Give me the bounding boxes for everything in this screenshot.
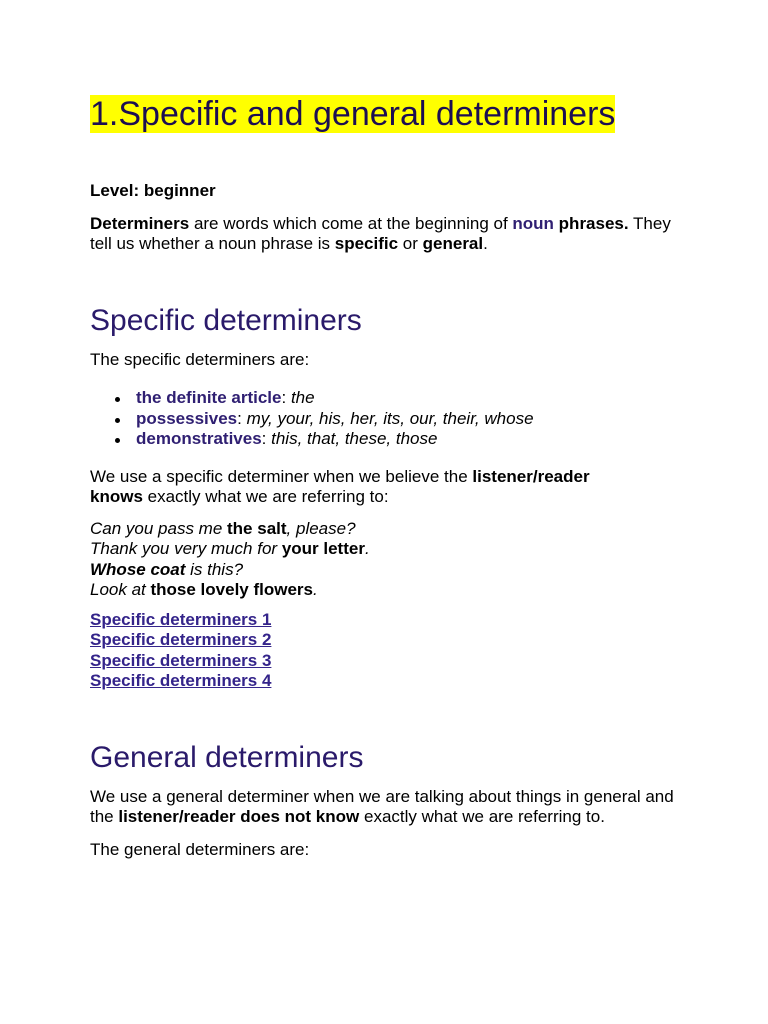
list-item-examples: this, that, these, those bbox=[271, 429, 438, 448]
example-sentence bbox=[90, 580, 370, 600]
section-heading-general: General determiners bbox=[90, 741, 364, 774]
usage-text: exactly what we are referring to: bbox=[142, 487, 389, 506]
usage-text: We use a specific determiner when we believe the bbox=[90, 467, 473, 486]
intro-text: are words which come at the beginning of bbox=[189, 214, 513, 233]
section-heading-specific: Specific determiners bbox=[90, 304, 362, 337]
level-label: Level: beginner bbox=[90, 181, 216, 200]
link-row bbox=[90, 630, 271, 650]
list-item-term: possessives bbox=[136, 408, 238, 428]
example-determiner: Whose coat bbox=[90, 559, 186, 579]
term-determiners: Determiners bbox=[90, 214, 190, 233]
intro-line bbox=[90, 214, 671, 234]
link-row bbox=[90, 651, 271, 671]
term-knows: knows bbox=[90, 487, 143, 506]
link-specific-determiners-2[interactable]: Specific determiners 2 bbox=[90, 630, 272, 650]
list-item-term: the definite article bbox=[136, 388, 282, 407]
usage-line bbox=[90, 467, 590, 487]
list-item-separator: : bbox=[237, 408, 247, 428]
bullet-dot bbox=[115, 438, 120, 443]
general-lead: The general determiners are: bbox=[90, 840, 310, 859]
example-text: , please? bbox=[286, 519, 356, 538]
example-determiner: your letter bbox=[281, 539, 365, 559]
example-text: is this? bbox=[185, 559, 244, 579]
term-phrases: phrases. bbox=[553, 214, 629, 233]
example-sentence bbox=[90, 560, 370, 580]
list-item-examples: the bbox=[290, 388, 315, 407]
list-item-separator: : bbox=[281, 388, 291, 407]
example-sentence bbox=[90, 539, 370, 559]
list-item-separator: : bbox=[261, 429, 272, 448]
usage-line bbox=[90, 807, 674, 827]
usage-line bbox=[90, 487, 590, 507]
list-item bbox=[90, 429, 534, 450]
example-sentences bbox=[90, 519, 370, 600]
intro-text: . bbox=[483, 234, 488, 253]
example-text: Thank you very much for bbox=[90, 539, 282, 559]
intro-text: tell us whether a noun phrase is bbox=[90, 234, 335, 253]
list-item bbox=[90, 388, 534, 409]
specific-determiners-list bbox=[90, 388, 534, 450]
term-listener-reader: listener/reader bbox=[472, 467, 590, 486]
usage-text: exactly what we are referring to. bbox=[359, 807, 605, 826]
example-text: . bbox=[364, 539, 370, 559]
general-usage-paragraph bbox=[90, 787, 674, 827]
specific-lead: The specific determiners are: bbox=[90, 350, 310, 369]
link-row bbox=[90, 610, 271, 630]
example-sentence bbox=[90, 519, 370, 539]
example-determiner: those lovely flowers bbox=[150, 579, 313, 599]
exercise-links bbox=[90, 610, 271, 691]
link-specific-determiners-4[interactable]: Specific determiners 4 bbox=[90, 670, 272, 690]
term-general: general bbox=[422, 234, 484, 253]
intro-text: They bbox=[628, 214, 671, 233]
usage-text: the bbox=[90, 807, 119, 826]
usage-line bbox=[90, 787, 674, 807]
link-row bbox=[90, 671, 271, 691]
list-item-examples: my, your, his, her, its, our, their, whose bbox=[246, 408, 534, 428]
term-listener-reader-does-not-know: listener/reader does not know bbox=[118, 807, 360, 826]
example-text: Can you pass me bbox=[90, 519, 228, 538]
link-specific-determiners-1[interactable]: Specific determiners 1 bbox=[90, 610, 272, 629]
bullet-dot bbox=[115, 397, 120, 402]
example-text: Look at bbox=[90, 579, 151, 599]
example-determiner: the salt bbox=[227, 519, 287, 538]
page-title: 1.Specific and general determiners bbox=[90, 95, 616, 133]
list-item-term: demonstratives bbox=[136, 429, 262, 448]
link-specific-determiners-3[interactable]: Specific determiners 3 bbox=[90, 650, 272, 670]
example-text: . bbox=[313, 579, 318, 599]
intro-paragraph bbox=[90, 214, 671, 254]
intro-line bbox=[90, 234, 671, 254]
usage-text: We use a general determiner when we are talking about things in general and bbox=[90, 787, 674, 806]
term-noun: noun bbox=[512, 214, 554, 233]
bullet-dot bbox=[115, 418, 120, 423]
specific-usage-paragraph bbox=[90, 467, 590, 507]
list-item bbox=[90, 409, 534, 430]
intro-text: or bbox=[398, 234, 423, 253]
term-specific: specific bbox=[334, 234, 399, 253]
